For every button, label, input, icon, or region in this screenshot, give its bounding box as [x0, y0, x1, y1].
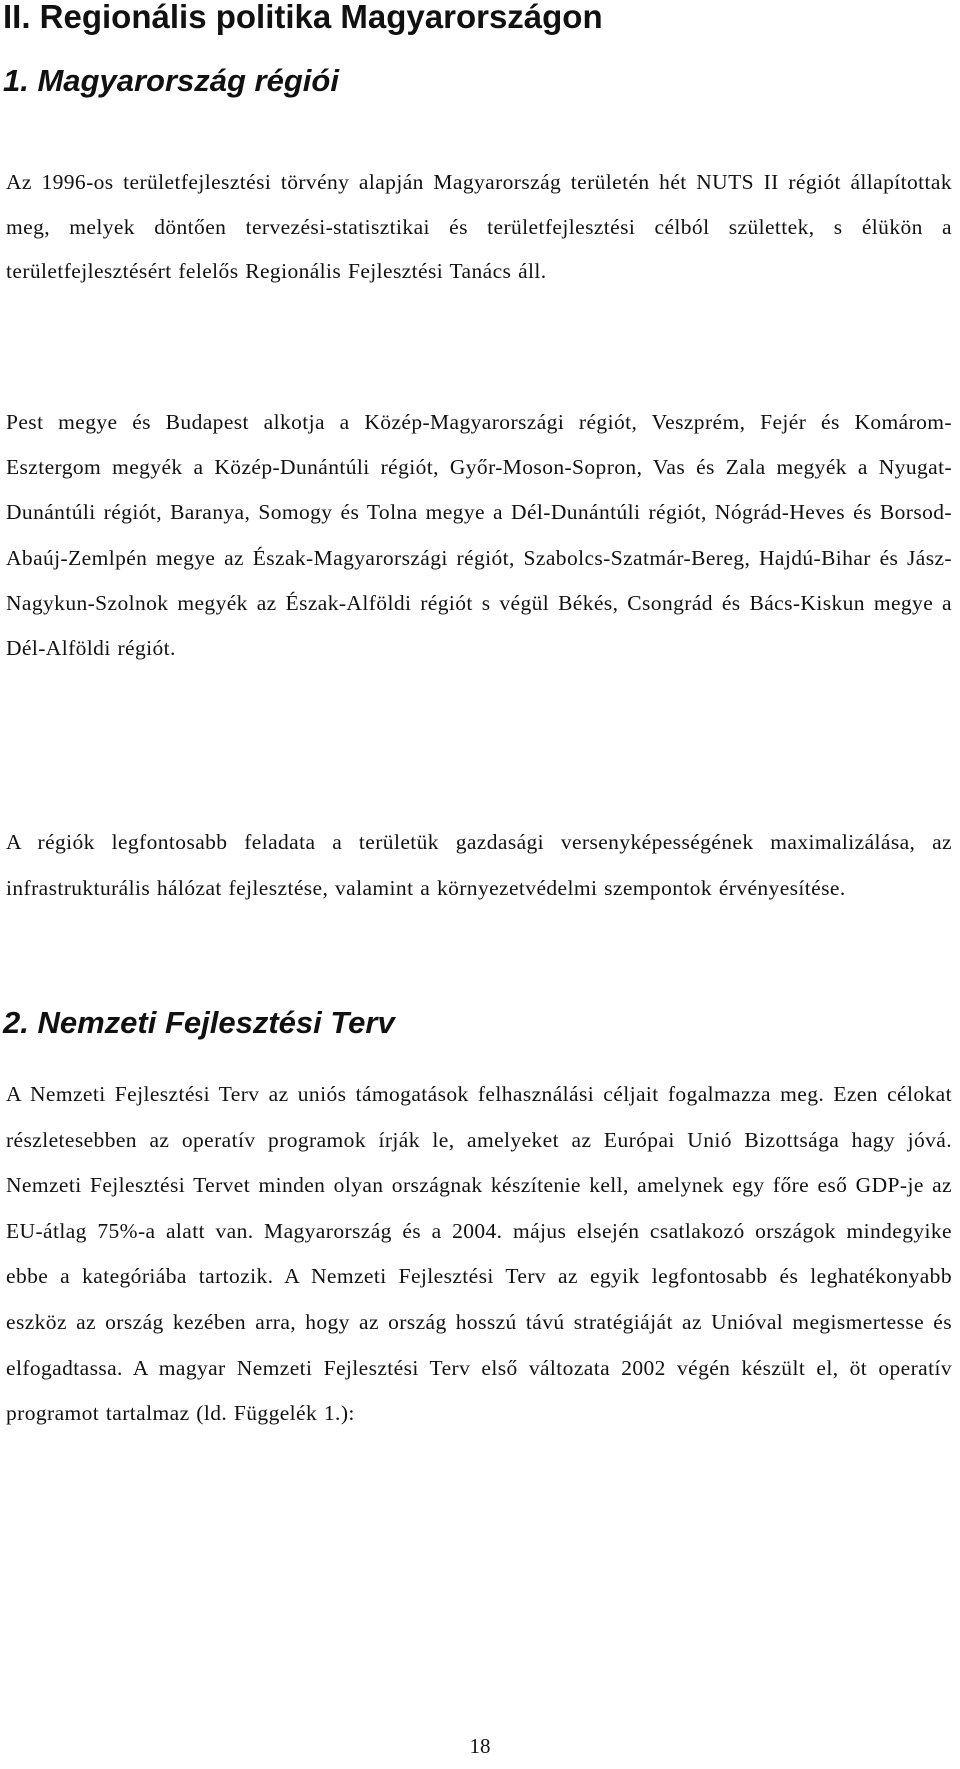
chapter-heading: II. Regionális politika Magyarországon [3, 0, 603, 35]
page-number: 18 [469, 1734, 491, 1758]
paragraph-region-counties: Pest megye és Budapest alkotja a Közép-Magyarországi régiót, Veszprém, Fejér és Komárom-Esztergom megyék a Közép-Dunántúli régiót, Győr-Moson-Sopron, Vas és Zala megyék a Nyugat-Dunántúli régiót, Baranya, Somogy és Tolna megye a Dél-Dunántúli régiót, Nógrád-Heves és Borsod-Abaúj-Zemlpén megye az Észak-Magyarországi régiót, Szabolcs-Szatmár-Bereg, Hajdú-Bihar és Jász-Nagykun-Szolnok megyék az Észak-Alföldi régiót s végül Békés, Csongrád és Bács-Kiskun megye a Dél-Alföldi régiót. [6, 410, 952, 661]
section-heading-national-plan: 2. Nemzeti Fejlesztési Terv [3, 1005, 395, 1040]
paragraph-region-tasks: A régiók legfontosabb feladata a területük gazdasági versenyképességének maximalizálása, az infrastrukturális hálózat fejlesztése, valamint a környezetvédelmi szempontok érvényesítése. [6, 830, 952, 900]
section-heading-regions: 1. Magyarország régiói [3, 63, 339, 98]
paragraph-nuts-regions: Az 1996-os területfejlesztési törvény alapján Magyarország területén hét NUTS II régiót állapítottak meg, melyek döntően tervezési-statisztikai és területfejlesztési célból születtek, s élükön a területfejlesztésért felelős Regionális Fejlesztési Tanács áll. [6, 170, 952, 284]
paragraph-national-plan: A Nemzeti Fejlesztési Terv az uniós támogatások felhasználási céljait fogalmazza meg. Ezen célokat részletesebben az operatív programok írják le, amelyeket az Európai Unió Bizottsága hagy jóvá. Nemzeti Fejlesztési Tervet minden olyan országnak készítenie kell, amelynek egy főre eső GDP-je az EU-átlag 75%-a alatt van. Magyarország és a 2004. május elsején csatlakozó országok mindegyike ebbe a kategóriába tartozik. A Nemzeti Fejlesztési Terv az egyik legfontosabb és leghatékonyabb eszköz az ország kezében arra, hogy az ország hosszú távú stratégiáját az Unióval megismertesse és elfogadtassa. A magyar Nemzeti Fejlesztési Terv első változata 2002 végén készült el, öt operatív programot tartalmaz (ld. Függelék 1.): [6, 1082, 952, 1426]
